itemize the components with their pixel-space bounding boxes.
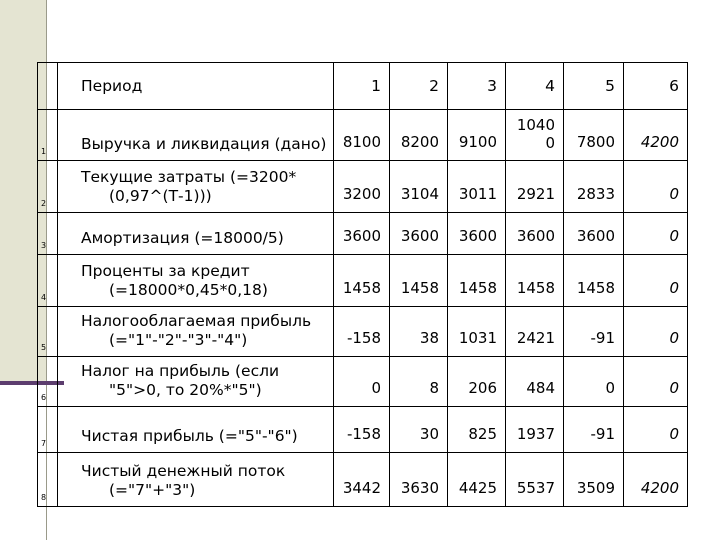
period-1-header: 1 [334,63,390,110]
table-row [38,213,688,255]
value-cell: 1937 [506,407,564,453]
value-cell: 3630 [390,453,448,507]
table-row [38,255,688,307]
row-index: 7 [38,407,58,453]
value-cell: 3509 [564,453,624,507]
value-cell: 0 [624,357,688,407]
value-cell: 8200 [390,110,448,161]
period-4-header: 4 [506,63,564,110]
value-cell: 4425 [448,453,506,507]
value-cell: 825 [448,407,506,453]
table-row [38,453,688,507]
value-cell: 0 [624,407,688,453]
value-cell: -158 [334,407,390,453]
value-cell: 38 [390,307,448,357]
period-5-header: 5 [564,63,624,110]
row-index: 1 [38,110,58,161]
value-cell: 8 [390,357,448,407]
row-index: 3 [38,213,58,255]
value-cell: 484 [506,357,564,407]
cash-flow-table [37,62,688,507]
row-label: Амортизация (=18000/5) [58,213,334,255]
value-cell: 3600 [334,213,390,255]
row-label: Чистый денежный поток (="7"+"3") [58,453,334,507]
period-2-header: 2 [390,63,448,110]
value-cell: -158 [334,307,390,357]
value-cell: 30 [390,407,448,453]
period-3-header: 3 [448,63,506,110]
period-header: Период [58,63,334,110]
value-cell: -91 [564,307,624,357]
row-label: Проценты за кредит (=18000*0,45*0,18) [58,255,334,307]
value-cell: 1458 [448,255,506,307]
value-cell: 2833 [564,161,624,213]
value-cell: 0 [624,307,688,357]
row-label: Налог на прибыль (если "5">0, то 20%*"5") [58,357,334,407]
value-cell: 2421 [506,307,564,357]
row-label: Текущие затраты (=3200*(0,97^(Т-1))) [58,161,334,213]
value-cell: 3104 [390,161,448,213]
value-cell: 4200 [624,110,688,161]
value-cell: 5537 [506,453,564,507]
table-row [38,307,688,357]
row-index: 8 [38,453,58,507]
value-cell: 8100 [334,110,390,161]
table-row [38,357,688,407]
value-cell: 4200 [624,453,688,507]
table-row [38,110,688,161]
period-6-header: 6 [624,63,688,110]
row-label: Выручка и ликвидация (дано) [58,110,334,161]
value-cell: 1458 [506,255,564,307]
value-cell: -91 [564,407,624,453]
table-row [38,161,688,213]
header-row [38,63,688,110]
table-row [38,407,688,453]
value-cell: 3442 [334,453,390,507]
value-cell: 1458 [334,255,390,307]
row-label: Чистая прибыль (="5"-"6") [58,407,334,453]
row-index: 5 [38,307,58,357]
value-cell: 2921 [506,161,564,213]
value-cell: 0 [564,357,624,407]
value-cell: 0 [624,161,688,213]
value-cell: 1458 [564,255,624,307]
index-header-cell [38,63,58,110]
value-cell: 0 [334,357,390,407]
value-cell: 1040 0 [506,110,564,161]
value-cell: 0 [624,255,688,307]
value-cell: 3200 [334,161,390,213]
value-cell: 3011 [448,161,506,213]
value-cell: 1458 [390,255,448,307]
value-cell: 1031 [448,307,506,357]
value-cell: 0 [624,213,688,255]
row-index: 2 [38,161,58,213]
value-cell: 206 [448,357,506,407]
value-cell: 3600 [390,213,448,255]
value-cell: 3600 [448,213,506,255]
row-index: 4 [38,255,58,307]
row-index: 6 [38,357,58,407]
value-cell: 9100 [448,110,506,161]
value-cell: 7800 [564,110,624,161]
value-cell: 3600 [564,213,624,255]
value-cell: 3600 [506,213,564,255]
row-label: Налогооблагаемая прибыль (="1"-"2"-"3"-"4") [58,307,334,357]
